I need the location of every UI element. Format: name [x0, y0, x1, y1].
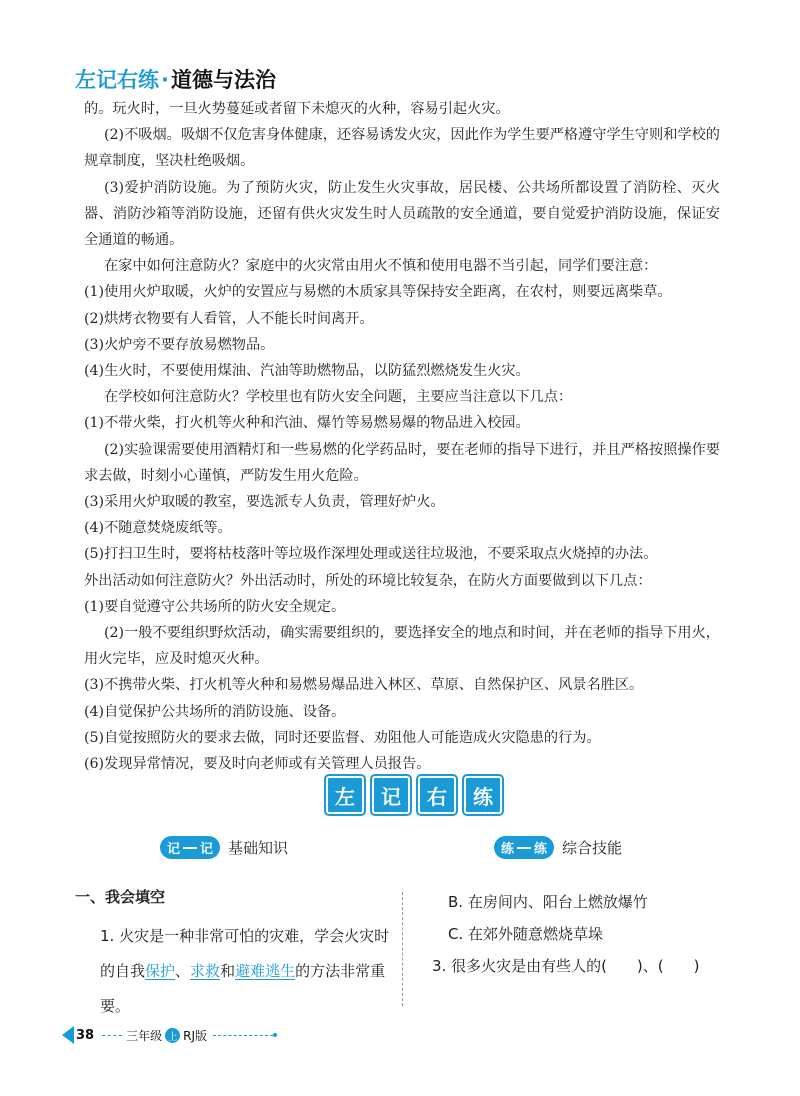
paragraph: (3)不携带火柴、打火机等火种和易燃易爆品进入林区、草原、自然保护区、风景名胜区。 — [84, 677, 644, 694]
answer-blank: 保护 — [145, 962, 176, 980]
q1-prefix: 1. 火灾是一种非常可怕的灾难，学会火灾时的自我 — [100, 927, 390, 980]
basic-knowledge-tag — [160, 836, 288, 859]
paragraph: (6)发现异常情况，要及时向老师或有关管理人员报告。 — [84, 756, 431, 773]
subject-title: 道德与法治 — [170, 68, 276, 92]
dot-icon — [273, 1033, 277, 1037]
paragraph: (4)生火时，不要使用煤油、汽油等助燃物品，以防猛烈燃烧发生火灾。 — [84, 363, 530, 380]
page-footer — [62, 1026, 277, 1044]
tag-pill — [494, 836, 554, 859]
answer-blank: 求救 — [190, 962, 221, 980]
paragraph: (4)不随意焚烧废纸等。 — [84, 520, 232, 537]
dash-icon — [517, 847, 531, 849]
section-title: 综合技能 — [562, 839, 623, 857]
header-dot: · — [161, 68, 169, 92]
tag-char: 练 — [534, 842, 548, 857]
paragraph: 在学校如何注意防火？学校里也有防火安全问题，主要应当注意以下几点： — [104, 389, 573, 406]
q1-sep: 、 — [175, 962, 191, 980]
page-header — [75, 64, 276, 94]
divider-line — [213, 1035, 273, 1036]
paragraph: (3)火炉旁不要存放易燃物品。 — [84, 336, 275, 353]
paragraph: (3)爱护消防设施。为了预防火灾，防止发生火灾事故，居民楼、公共场所都设置了消防栓、灭火器、消防沙箱等消防设施，还留有供火灾发生时人员疏散的安全通道，要自觉爱护消防设施，保证安全通道的畅通。 — [84, 179, 720, 249]
paragraph: (3)采用火炉取暖的教室，要选派专人负责，管理好炉火。 — [84, 494, 445, 511]
tag-char: 练 — [501, 842, 515, 857]
brand-title: 左记右练 — [75, 68, 159, 92]
paragraph: (2)一般不要组织野炊活动，确实需要组织的，要选择安全的地点和时间，并在老师的指导下用火，用火完毕，应及时熄灭火种。 — [84, 625, 720, 668]
article-body — [84, 96, 720, 777]
section-title: 基础知识 — [228, 839, 289, 857]
right-column — [432, 886, 752, 982]
banner-char: 左 — [326, 776, 364, 814]
paragraph: (5)自觉按照防火的要求去做，同时还要监督、劝阻他人可能造成火灾隐患的行为。 — [84, 729, 601, 746]
dash-icon — [183, 847, 197, 849]
paragraph: (2)不吸烟。吸烟不仅危害身体健康，还容易诱发火灾，因此作为学生要严格遵守学生守则和学校的规章制度，坚决杜绝吸烟。 — [84, 127, 720, 170]
tag-char: 记 — [200, 842, 214, 857]
q1-suffix: 的方法非常重要。 — [100, 962, 386, 1015]
paragraph: (1)使用火炉取暖，火炉的安置应与易燃的木质家具等保持安全距离，在农村，则要远离柴草。 — [84, 284, 672, 301]
option-c: C. 在郊外随意燃烧草垛 — [448, 925, 604, 943]
paragraph: (2)实验课需要使用酒精灯和一些易燃的化学药品时，要在老师的指导下进行，并且严格按照操作要求去做，时刻小心谨慎，严防发生用火危险。 — [84, 441, 720, 484]
paragraph: 的。玩火时，一旦火势蔓延或者留下未熄灭的火种，容易引起火灾。 — [84, 101, 510, 117]
banner-char: 右 — [418, 776, 456, 814]
paragraph: (4)自觉保护公共场所的消防设施、设备。 — [84, 703, 346, 720]
question-1 — [75, 919, 395, 1024]
paragraph: 在家中如何注意防火？家庭中的火灾常由用火不慎和使用电器不当引起，同学们要注意： — [104, 258, 658, 275]
question-heading: 一、我会填空 — [75, 888, 166, 906]
page-number: 38 — [76, 1027, 95, 1043]
option-b: B. 在房间内、阳台上燃放爆竹 — [448, 893, 648, 911]
paragraph: 外出活动如何注意防火？外出活动时，所处的环境比较复杂，在防火方面要做到以下几点： — [84, 572, 652, 589]
paragraph: (2)烘烤衣物要有人看管，人不能长时间离开。 — [84, 310, 374, 327]
grade-label: 三年级 — [126, 1028, 163, 1043]
left-column — [75, 886, 395, 1024]
q1-sep: 和 — [220, 962, 236, 980]
paragraph: (5)打扫卫生时，要将枯枝落叶等垃圾作深埋处理或送往垃圾池，不要采取点火烧掉的办法。 — [84, 546, 658, 563]
tag-char: 记 — [167, 842, 181, 857]
semester-badge: 上 — [165, 1028, 180, 1043]
arrow-icon — [62, 1026, 74, 1044]
comprehensive-skills-tag — [494, 836, 622, 859]
divider-line — [102, 1035, 122, 1036]
paragraph: (1)要自觉遵守公共场所的防火安全规定。 — [84, 598, 346, 615]
answer-blank: 避难逃生 — [235, 962, 296, 980]
question-3: 3. 很多火灾是由有些人的( )、( ) — [432, 957, 700, 975]
banner-char: 记 — [372, 776, 410, 814]
banner-char: 练 — [464, 776, 502, 814]
section-banner — [326, 776, 508, 814]
paragraph: (1)不带火柴，打火机等火种和汽油、爆竹等易燃易爆的物品进入校园。 — [84, 415, 530, 432]
edition-label: RJ版 — [183, 1028, 207, 1043]
tag-pill — [160, 836, 220, 859]
column-divider — [402, 892, 403, 1006]
